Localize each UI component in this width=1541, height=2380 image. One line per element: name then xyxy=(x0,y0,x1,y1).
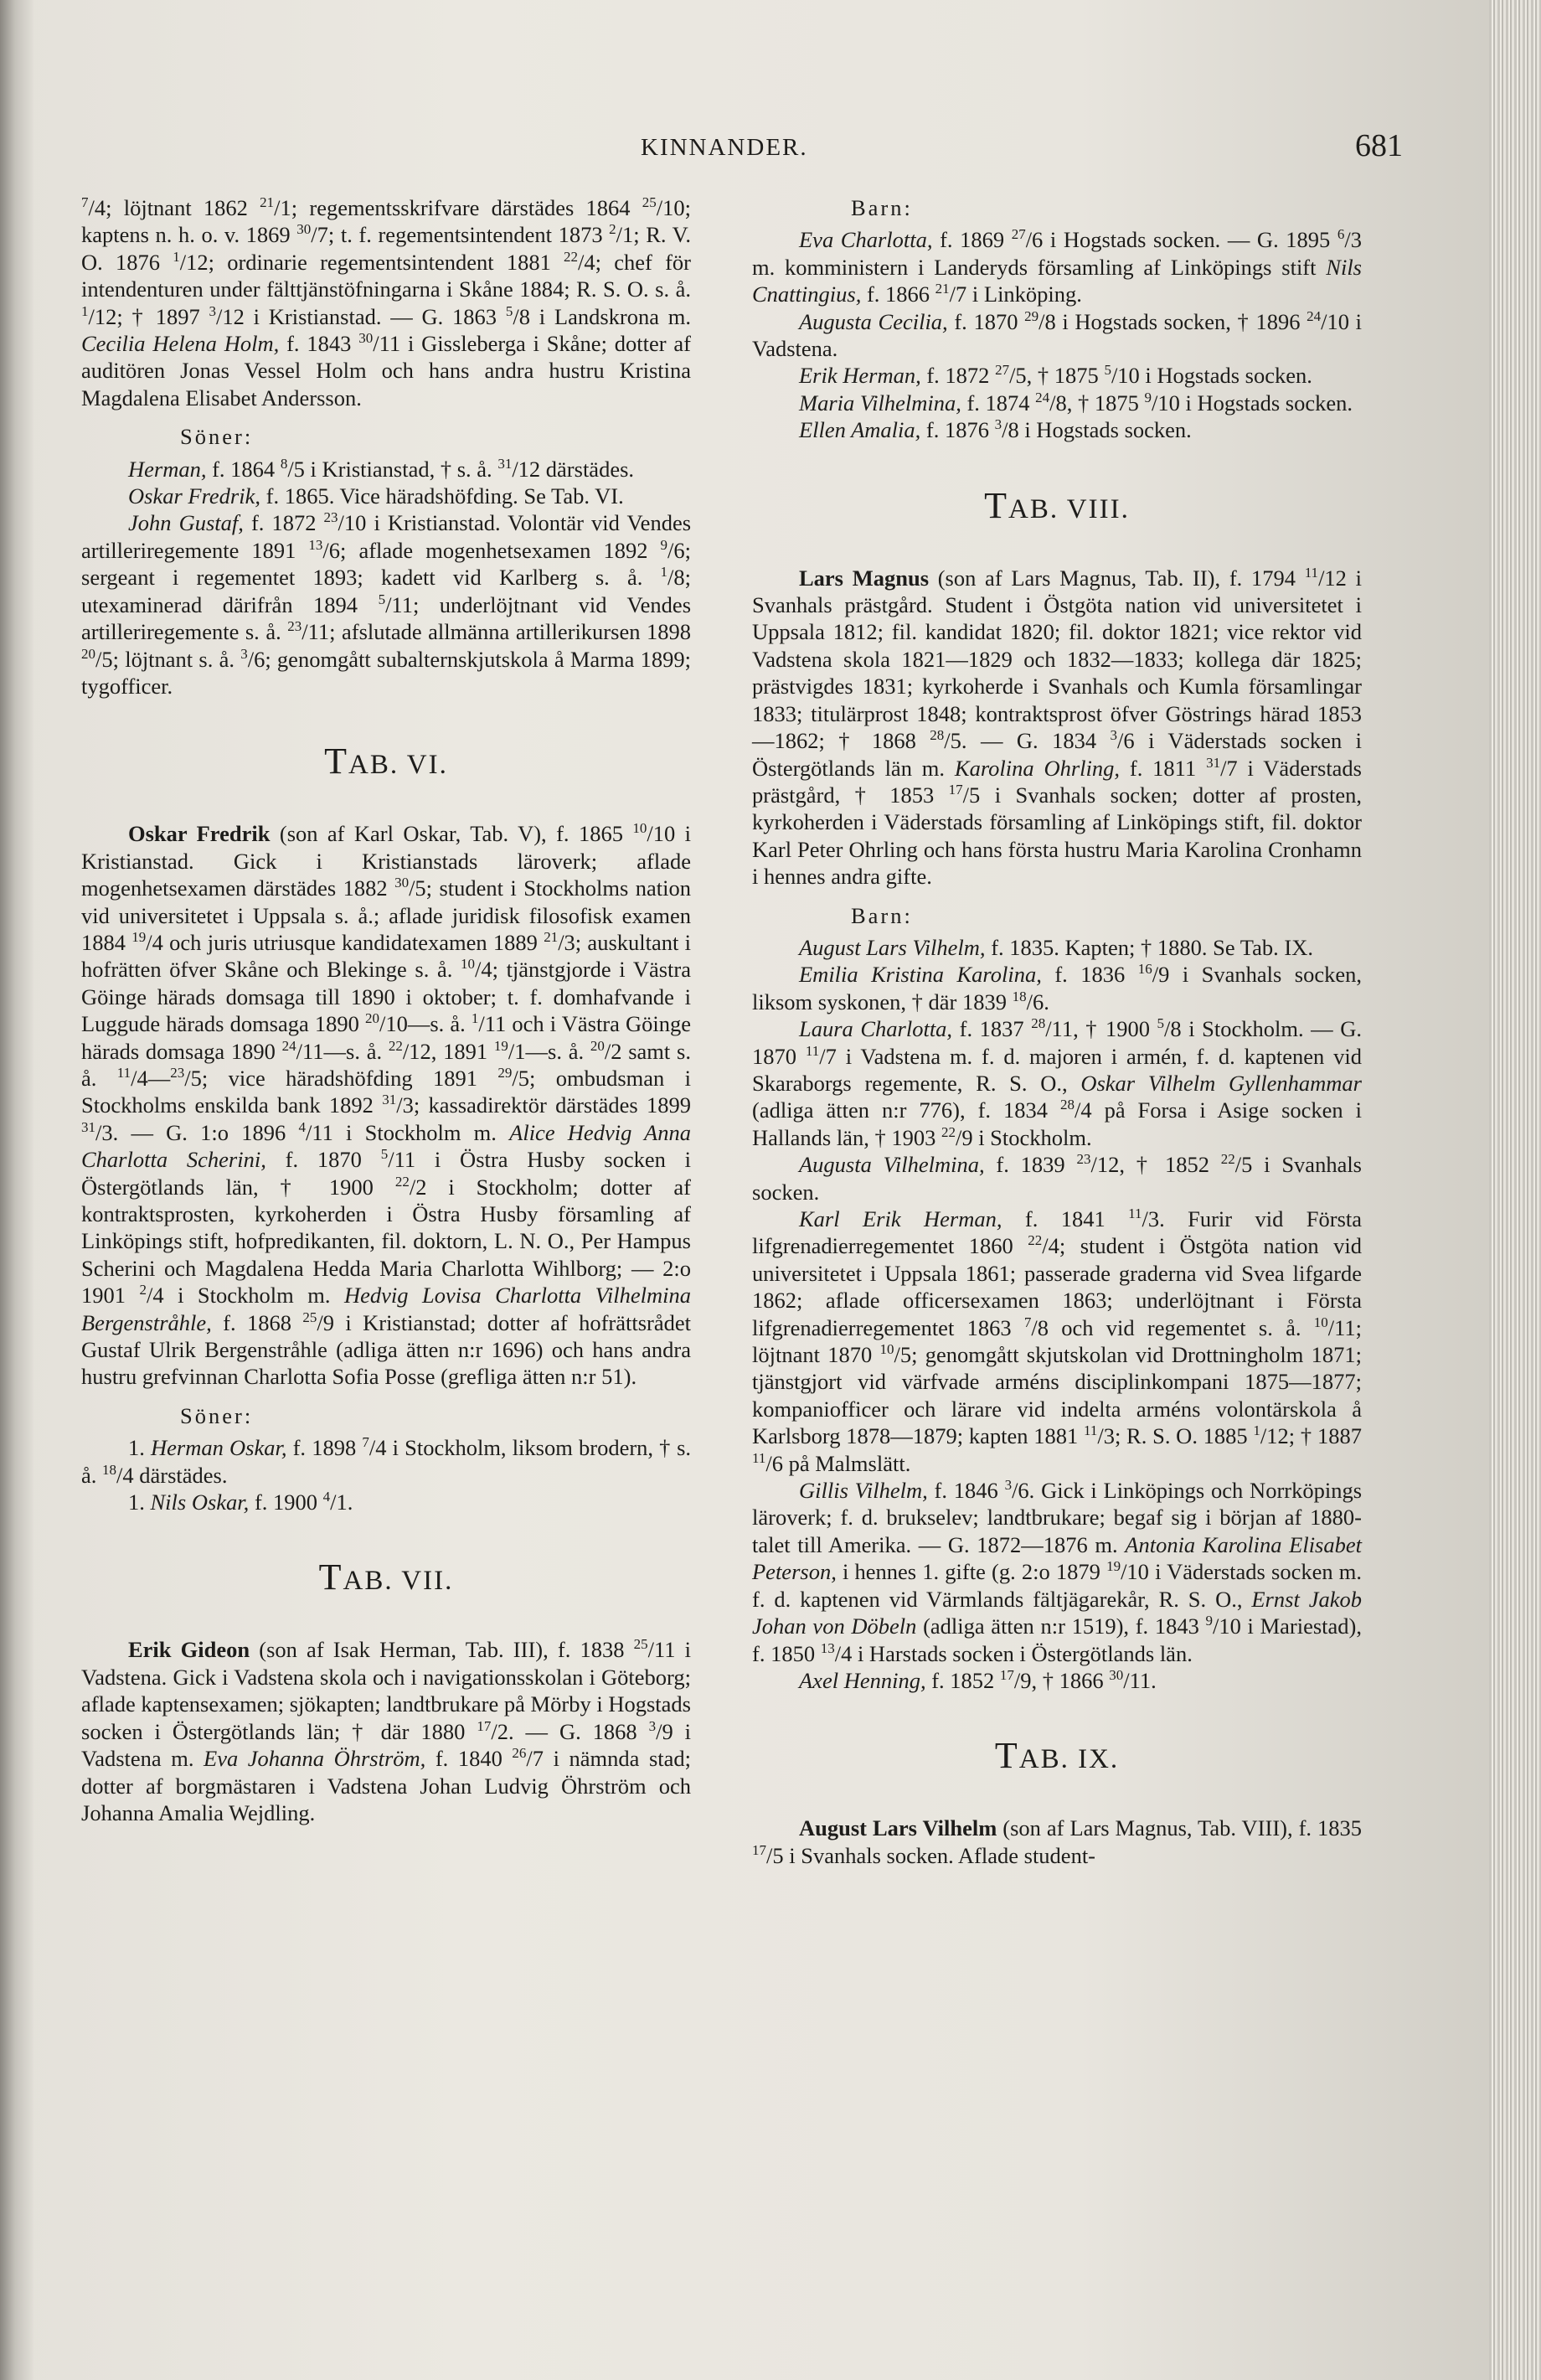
heading-tab-viii: TAB. VIII. xyxy=(984,484,1130,526)
section-label-barn-2: Barn: xyxy=(851,902,913,928)
entry-augusta-vilhelmina: Augusta Vilhelmina, f. 1839 $^{23}$/12, † 1852 $^{22}$/5 i Svanhals socken. xyxy=(752,1151,1362,1205)
entry-emilia: Emilia Kristina Karolina, f. 1836 $^{16}$/9 i Svanhals socken, liksom syskonen, † där 1839 $^{18}$/6. xyxy=(752,961,1363,1014)
entry-karl-erik-herman: Karl Erik Herman, f. 1841 $^{11}$/3. Furir vid Första lifgrenadierregementet 1860 $^{22}$/4; student i Östgöta nation vid universitetet i Uppsala 1861; passerade graderna vid Svea lifgarde 1862; aflade officersexamen 1863; underlöjtnant i Första lifgrenadierregementet 1863 $^7$/8 och vid regementet s. å. $^{10}$/11; löjtnant 1870 $^{10}$/5; genomgått skjutskolan vid Drottningholm 1871; tjänstgjort vid värfvade arméns disciplinkompani 1875—1877; kompaniofficer och lärare vid indelta arméns volontärskola å Karlsborg 1878—1879; kapten 1881 $^{11}$/3; R. S. O. 1885 $^1$/12; † 1887 $^{11}$/6 på Malmslätt. xyxy=(752,1205,1363,1476)
heading-tab-vii: TAB. VII. xyxy=(318,1557,454,1598)
entry-erik-herman: Erik Herman, f. 1872 $^{27}$/5, † 1875 $^5$/10 i Hogstads socken. xyxy=(799,362,1312,389)
heading-tab-vi: TAB. VI. xyxy=(324,741,448,782)
entry-herman-oskar: 1. Herman Oskar, f. 1898 $^7$/4 i Stockholm, liksom brodern, † s. å. $^{18}$/4 därstädes. xyxy=(81,1434,692,1488)
left-column xyxy=(81,194,691,1826)
section-label-soner: Söner: xyxy=(180,424,254,450)
entry-erik-gideon: Erik Gideon (son af Isak Herman, Tab. III), f. 1838 $^{25}$/11 i Vadstena. Gick i Vadstena skola och i navigationsskolan i Göteborg; aflade kaptensexamen; sjökapten; landtbrukare på Mörby i Hogstads socken i Östergötlands län; † där 1880 $^{17}$/2. — G. 1868 $^3$/9 i Vadstena m. Eva Johanna Öhrström, f. 1840 $^{26}$/7 i nämnda stad; dotter af borgmästaren i Vadstena Johan Ludvig Öhrström och Johanna Amalia Wejdling. xyxy=(81,1636,692,1825)
entry-august-lars-vilhelm-tab-ix: August Lars Vilhelm (son af Lars Magnus, Tab. VIII), f. 1835 $^{17}$/5 i Svanhals socken. Aflade student- xyxy=(752,1815,1363,1868)
entry-maria-vilhelmina: Maria Vilhelmina, f. 1874 $^{24}$/8, † 1875 $^9$/10 i Hogstads socken. xyxy=(799,389,1353,416)
entry-axel-henning: Axel Henning, f. 1852 $^{17}$/9, † 1866 $^{30}$/11. xyxy=(799,1666,1157,1693)
entry-laura-charlotta: Laura Charlotta, f. 1837 $^{28}$/11, † 1900 $^5$/8 i Stockholm. — G. 1870 $^{11}$/7 i Vadstena m. f. d. majoren i armén, f. d. kaptenen vid Skaraborgs regemente, R. S. O., Oskar Vilhelm Gyllenhammar (adliga ätten n:r 776), f. 1834 $^{28}$/4 på Forsa i Asige socken i Hallands län, † 1903 $^{22}$/9 i Stockholm. xyxy=(752,1015,1363,1150)
page-edge xyxy=(1489,0,1541,2380)
entry-oskar-fredrik: Oskar Fredrik, f. 1865. Vice häradshöfding. Se Tab. VI. xyxy=(128,483,624,509)
page-number: 681 xyxy=(1355,128,1403,163)
entry-oskar-fredrik-tab-vi: Oskar Fredrik (son af Karl Oskar, Tab. V), f. 1865 $^{10}$/10 i Kristianstad. Gick i Kristianstads läroverk; aflade mogenhetsexamen därstädes 1882 $^{30}$/5; student i Stockholms nation vid universitetet i Uppsala s. å.; aflade juridisk filosofisk examen 1884 $^{19}$/4 och juris utriusque kandidatexamen 1889 $^{21}$/3; auskultant i hofrätten öfver Skåne och Blekinge s. å. $^{10}$/4; tjänstgjorde i Västra Göinge härads domsaga till 1890 i oktober; t. f. domhafvande i Luggude härads domsaga 1890 $^{20}$/10—s. å. $^1$/11 och i Västra Göinge härads domsaga 1890 $^{24}$/11—s. å. $^{22}$/12, 1891 $^{19}$/1—s. å. $^{20}$/2 samt s. å. $^{11}$/4—$^{23}$/5; vice häradshöfding 1891 $^{29}$/5; ombudsman i Stockholms enskilda bank 1892 $^{31}$/3; kassadirektör därstädes 1899 $^{31}$/3. — G. 1:o 1896 $^4$/11 i Stockholm m. Alice Hedvig Anna Charlotta Scherini, f. 1870 $^5$/11 i Östra Husby socken i Östergötlands län, † 1900 $^{22}$/2 i Stockholm; dotter af kontraktsprosten, kyrkoherden i Östra Husby församling af Linköpings stift, hofpredikanten, fil. doktorn, L. N. O., Per Hampus Scherini och Magdalena Hedda Maria Charlotta Wihlborg; — 2:o 1901 $^2$/4 i Stockholm m. Hedvig Lovisa Charlotta Vilhelmina Bergenstråhle, f. 1868 $^{25}$/9 i Kristianstad; dotter af hofrättsrådet Gustaf Ulrik Bergenstråhle (adliga ätten n:r 1696) och hans andra hustru grefvinnan Charlotta Sofia Posse (grefliga ätten n:r 51). xyxy=(81,820,692,1390)
entry-lars-magnus: Lars Magnus (son af Lars Magnus, Tab. II), f. 1794 $^{11}$/12 i Svanhals prästgård. Student i Östgöta nation vid universitetet i Uppsala 1812; fil. kandidat 1820; fil. doktor 1821; vice rektor vid Vadstena skola 1821—1829 och 1832—1833; kollega där 1825; prästvigdes 1831; kyrkoherde i Svanhals och Kumla församlingar 1833; titulärprost 1848; kontraktsprost öfver Göstrings härad 1853—1862; † 1868 $^{28}$/5. — G. 1834 $^3$/6 i Väderstads socken i Östergötlands län m. Karolina Ohrling, f. 1811 $^{31}$/7 i Väderstads prästgård, † 1853 $^{17}$/5 i Svanhals socken; dotter af prosten, kyrkoherden i Väderstads församling af Linköpings stift, fil. doktor Karl Peter Ohrling och hans första hustru Maria Karolina Cronhamn i hennes andra gifte. xyxy=(752,564,1362,890)
entry-august-lars-vilhelm: August Lars Vilhelm, f. 1835. Kapten; † 1880. Se Tab. IX. xyxy=(799,934,1313,960)
entry-augusta-cecilia: Augusta Cecilia, f. 1870 $^{29}$/8 i Hogstads socken, † 1896 $^{24}$/10 i Vadstena. xyxy=(752,307,1363,362)
book-page xyxy=(34,0,1489,2380)
right-column xyxy=(752,194,1362,1869)
entry-eva-charlotta: Eva Charlotta, f. 1869 $^{27}$/6 i Hogstads socken. — G. 1895 $^6$/3 m. komministern i Landeryds församling af Linköpings stift Nils Cnattingius, f. 1866 $^{21}$/7 i Linköping. xyxy=(752,226,1362,307)
entry-ellen-amalia: Ellen Amalia, f. 1876 $^3$/8 i Hogstads socken. xyxy=(799,416,1192,443)
section-label-soner-2: Söner: xyxy=(180,1402,254,1428)
heading-tab-ix: TAB. IX. xyxy=(994,1735,1120,1777)
entry-herman: Herman, f. 1864 $^8$/5 i Kristianstad, † s. å. $^{31}$/12 därstädes. xyxy=(128,455,635,482)
section-label-barn: Barn: xyxy=(851,195,913,220)
entry-nils-oskar: 1. Nils Oskar, f. 1900 $^4$/1. xyxy=(128,1489,353,1515)
running-head: KINNANDER. xyxy=(641,134,808,161)
paragraph-kinnander-continuation: $^7$/4; löjtnant 1862 $^{21}$/1; regementsskrifvare därstädes 1864 $^{25}$/10; kaptens n. h. o. v. 1869 $^{30}$/7; t. f. regementsintendent 1873 $^2$/1; R. V. O. 1876 $^1$/12; ordinarie regementsintendent 1881 $^{22}$/4; chef för intendenturen under fälttjänstöfningarna i Skåne 1884; R. S. O. s. å. $^1$/12; † 1897 $^3$/12 i Kristianstad. — G. 1863 $^5$/8 i Landskrona m. Cecilia Helena Holm, f. 1843 $^{30}$/11 i Gissleberga i Skåne; dotter af auditören Jonas Vessel Holm och hans andra hustru Kristina Magdalena Elisabet Andersson. xyxy=(81,194,692,410)
entry-gillis-vilhelm: Gillis Vilhelm, f. 1846 $^3$/6. Gick i Linköpings och Norrköpings läroverk; f. d. brukselev; landtbrukare; begaf sig i början af 1880-talet till Amerika. — G. 1872—1876 m. Antonia Karolina Elisabet Peterson, i hennes 1. gifte (g. 2:o 1879 $^{19}$/10 i Väderstads socken m. f. d. kaptenen vid Värmlands fältjägarekår, R. S. O., Ernst Jakob Johan von Döbeln (adliga ätten n:r 1519), f. 1843 $^9$/10 i Mariestad), f. 1850 $^{13}$/4 i Harstads socken i Östergötlands län. xyxy=(752,1477,1363,1666)
entry-john-gustaf: John Gustaf, f. 1872 $^{23}$/10 i Kristianstad. Volontär vid Vendes artilleriregemente 1891 $^{13}$/6; aflade mogenhetsexamen 1892 $^9$/6; sergeant i regementet 1893; kadett vid Karlberg s. å. $^1$/8; utexaminerad därifrån 1894 $^5$/11; underlöjtnant vid Vendes artilleriregemente s. å. $^{23}$/11; afslutade allmänna artillerikursen 1898 $^{20}$/5; löjtnant s. å. $^3$/6; genomgått subalternskjutskola å Marma 1899; tygofficer. xyxy=(81,509,692,699)
binding-gutter xyxy=(0,0,34,2380)
